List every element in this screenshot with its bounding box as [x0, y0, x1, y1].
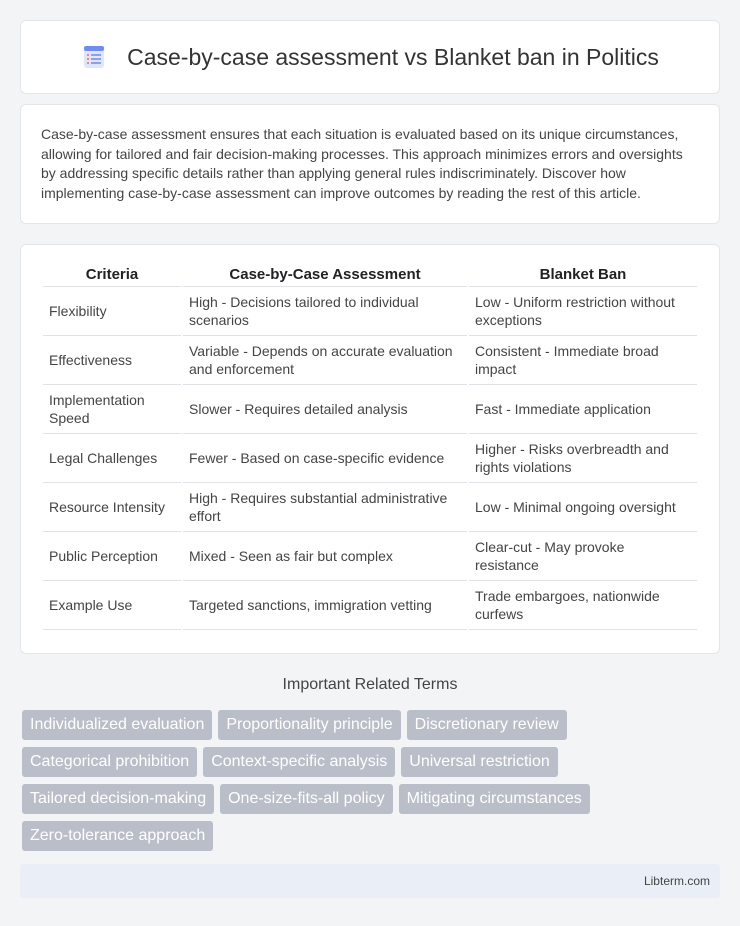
- table-row: [43, 287, 697, 336]
- cell-case-by-case: Mixed - Seen as fair but complex: [183, 532, 467, 581]
- cell-blanket-ban: Low - Minimal ongoing oversight: [469, 483, 697, 532]
- cell-blanket-ban: Trade embargoes, nationwide curfews: [469, 581, 697, 630]
- term-tag[interactable]: Context-specific analysis: [203, 747, 395, 777]
- header-criteria: Criteria: [43, 263, 181, 287]
- cell-criteria: Legal Challenges: [43, 434, 181, 483]
- document-icon: [81, 44, 107, 70]
- cell-case-by-case: Targeted sanctions, immigration vetting: [183, 581, 467, 630]
- intro-card: [20, 104, 720, 224]
- intro-text: Case-by-case assessment ensures that each situation is evaluated based on its unique circumstances, allowing for tailored and fair decision-making processes. This approach minimizes errors and oversights by addressing specific details rather than applying general rules indiscriminately. Discover how implementing case-by-case assessment can improve outcomes by reading the rest of this article.: [41, 126, 683, 201]
- comparison-table: [41, 263, 699, 630]
- cell-case-by-case: Fewer - Based on case-specific evidence: [183, 434, 467, 483]
- related-terms-list: [22, 710, 720, 858]
- footer-site-link[interactable]: Libterm.com: [643, 874, 710, 888]
- term-tag[interactable]: Zero-tolerance approach: [22, 821, 213, 851]
- cell-blanket-ban: Low - Uniform restriction without exceptions: [469, 287, 697, 336]
- term-tag[interactable]: Mitigating circumstances: [399, 784, 590, 814]
- term-tag[interactable]: Proportionality principle: [218, 710, 400, 740]
- page-header: [20, 20, 720, 94]
- term-tag[interactable]: Tailored decision-making: [22, 784, 214, 814]
- comparison-card: [20, 244, 720, 654]
- term-tag[interactable]: One-size-fits-all policy: [220, 784, 392, 814]
- cell-criteria: Implementation Speed: [43, 385, 181, 434]
- table-row: [43, 483, 697, 532]
- cell-case-by-case: Slower - Requires detailed analysis: [183, 385, 467, 434]
- table-row: [43, 385, 697, 434]
- table-row: [43, 336, 697, 385]
- cell-criteria: Flexibility: [43, 287, 181, 336]
- cell-case-by-case: High - Decisions tailored to individual scenarios: [183, 287, 467, 336]
- page-title: Case-by-case assessment vs Blanket ban in Politics: [127, 43, 659, 70]
- term-tag[interactable]: Categorical prohibition: [22, 747, 197, 777]
- cell-blanket-ban: Higher - Risks overbreadth and rights violations: [469, 434, 697, 483]
- term-tag[interactable]: Discretionary review: [407, 710, 567, 740]
- table-header-row: [43, 263, 697, 287]
- term-tag[interactable]: Universal restriction: [401, 747, 557, 777]
- cell-criteria: Public Perception: [43, 532, 181, 581]
- table-row: [43, 532, 697, 581]
- footer: [20, 864, 720, 898]
- table-row: [43, 434, 697, 483]
- cell-blanket-ban: Fast - Immediate application: [469, 385, 697, 434]
- cell-case-by-case: Variable - Depends on accurate evaluation and enforcement: [183, 336, 467, 385]
- cell-criteria: Example Use: [43, 581, 181, 630]
- cell-case-by-case: High - Requires substantial administrative effort: [183, 483, 467, 532]
- header-blanket-ban: Blanket Ban: [469, 263, 697, 287]
- table-row: [43, 581, 697, 630]
- related-terms-title: Important Related Terms: [282, 676, 458, 693]
- cell-blanket-ban: Clear-cut - May provoke resistance: [469, 532, 697, 581]
- cell-blanket-ban: Consistent - Immediate broad impact: [469, 336, 697, 385]
- term-tag[interactable]: Individualized evaluation: [22, 710, 212, 740]
- cell-criteria: Resource Intensity: [43, 483, 181, 532]
- header-case-by-case: Case-by-Case Assessment: [183, 263, 467, 287]
- cell-criteria: Effectiveness: [43, 336, 181, 385]
